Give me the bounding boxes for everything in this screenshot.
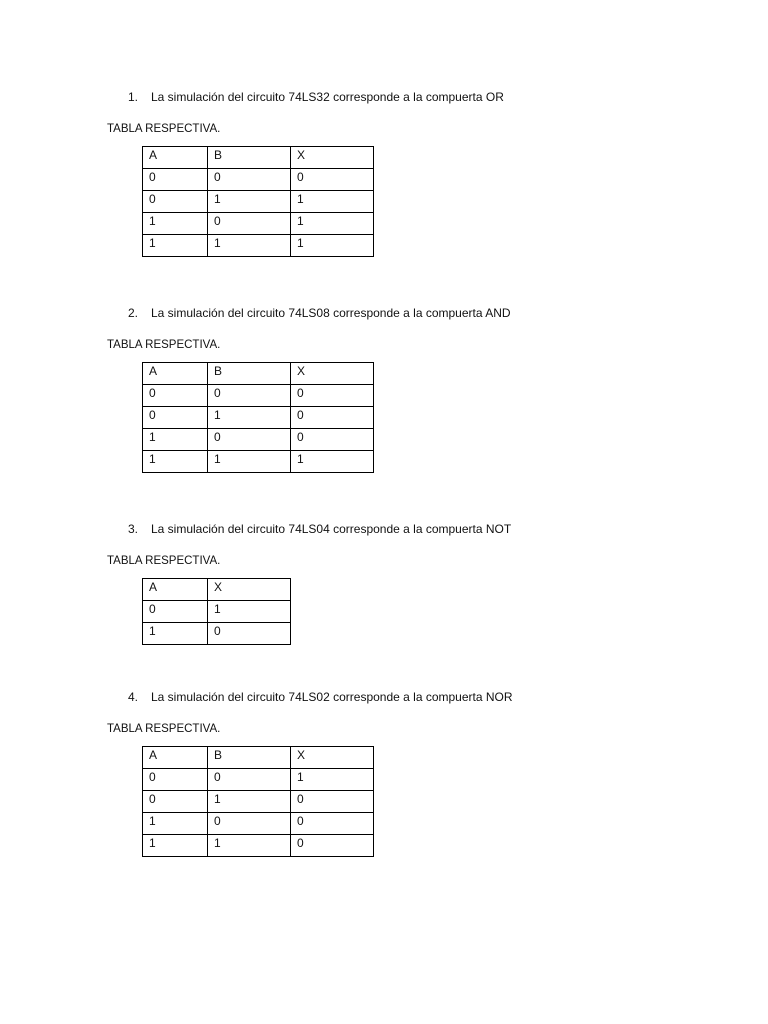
table-cell: 1 bbox=[208, 407, 291, 429]
table-cell: 1 bbox=[291, 769, 374, 791]
table-cell: 0 bbox=[143, 791, 208, 813]
table-row bbox=[143, 601, 291, 623]
table-cell: 0 bbox=[208, 623, 291, 645]
table-cell: 0 bbox=[291, 385, 374, 407]
table-header-cell: X bbox=[208, 579, 291, 601]
table-row bbox=[143, 385, 374, 407]
truth-table-or bbox=[142, 146, 374, 257]
table-header-row bbox=[143, 747, 374, 769]
table-header-cell: A bbox=[143, 363, 208, 385]
table-cell: 0 bbox=[291, 835, 374, 857]
table-cell: 1 bbox=[208, 601, 291, 623]
table-cell: 1 bbox=[291, 451, 374, 473]
table-header-cell: X bbox=[291, 747, 374, 769]
table-cell: 1 bbox=[208, 791, 291, 813]
table-header-row bbox=[143, 579, 291, 601]
table-header-cell: B bbox=[208, 147, 291, 169]
table-row bbox=[143, 451, 374, 473]
table-header-cell: X bbox=[291, 147, 374, 169]
table-cell: 0 bbox=[208, 169, 291, 191]
table-header-cell: A bbox=[143, 747, 208, 769]
table-row bbox=[143, 169, 374, 191]
section-text: La simulación del circuito 74LS08 corresponde a la compuerta AND bbox=[151, 306, 511, 320]
table-cell: 1 bbox=[143, 451, 208, 473]
section-text: La simulación del circuito 74LS32 corresponde a la compuerta OR bbox=[151, 90, 504, 104]
section-heading bbox=[128, 306, 511, 320]
table-cell: 0 bbox=[208, 213, 291, 235]
section-text: La simulación del circuito 74LS02 corresponde a la compuerta NOR bbox=[151, 690, 513, 704]
table-cell: 1 bbox=[143, 623, 208, 645]
table-cell: 0 bbox=[208, 813, 291, 835]
section-text: La simulación del circuito 74LS04 corresponde a la compuerta NOT bbox=[151, 522, 512, 536]
table-caption: TABLA RESPECTIVA. bbox=[107, 123, 221, 135]
section-number: 3. bbox=[128, 522, 139, 536]
truth-table-and bbox=[142, 362, 374, 473]
table-cell: 1 bbox=[143, 213, 208, 235]
table-header-cell: A bbox=[143, 147, 208, 169]
table-header-cell: B bbox=[208, 747, 291, 769]
table-cell: 0 bbox=[291, 169, 374, 191]
table-cell: 0 bbox=[143, 769, 208, 791]
table-cell: 0 bbox=[208, 769, 291, 791]
table-cell: 1 bbox=[143, 835, 208, 857]
table-cell: 1 bbox=[208, 191, 291, 213]
table-caption: TABLA RESPECTIVA. bbox=[107, 339, 221, 351]
table-cell: 0 bbox=[291, 791, 374, 813]
table-cell: 0 bbox=[208, 429, 291, 451]
table-row bbox=[143, 429, 374, 451]
table-header-cell: B bbox=[208, 363, 291, 385]
table-cell: 1 bbox=[143, 813, 208, 835]
truth-table-not bbox=[142, 578, 291, 645]
table-row bbox=[143, 213, 374, 235]
table-row bbox=[143, 769, 374, 791]
table-row bbox=[143, 813, 374, 835]
table-cell: 0 bbox=[143, 169, 208, 191]
table-caption: TABLA RESPECTIVA. bbox=[107, 555, 221, 567]
table-row bbox=[143, 235, 374, 257]
table-cell: 1 bbox=[291, 235, 374, 257]
table-cell: 1 bbox=[291, 213, 374, 235]
table-cell: 0 bbox=[291, 429, 374, 451]
table-header-cell: A bbox=[143, 579, 208, 601]
table-caption: TABLA RESPECTIVA. bbox=[107, 723, 221, 735]
table-cell: 1 bbox=[291, 191, 374, 213]
table-cell: 1 bbox=[208, 835, 291, 857]
table-header-row bbox=[143, 147, 374, 169]
table-cell: 0 bbox=[291, 407, 374, 429]
table-row bbox=[143, 407, 374, 429]
table-cell: 0 bbox=[143, 407, 208, 429]
table-cell: 1 bbox=[143, 429, 208, 451]
table-cell: 1 bbox=[208, 235, 291, 257]
section-heading bbox=[128, 522, 511, 536]
table-cell: 0 bbox=[143, 601, 208, 623]
truth-table-nor bbox=[142, 746, 374, 857]
section-heading bbox=[128, 690, 513, 704]
table-cell: 1 bbox=[143, 235, 208, 257]
section-heading bbox=[128, 90, 504, 104]
section-number: 2. bbox=[128, 306, 139, 320]
table-cell: 0 bbox=[291, 813, 374, 835]
table-header-row bbox=[143, 363, 374, 385]
table-cell: 0 bbox=[208, 385, 291, 407]
table-row bbox=[143, 835, 374, 857]
table-row bbox=[143, 623, 291, 645]
section-number: 4. bbox=[128, 690, 139, 704]
table-cell: 0 bbox=[143, 385, 208, 407]
section-number: 1. bbox=[128, 90, 139, 104]
table-cell: 1 bbox=[208, 451, 291, 473]
table-header-cell: X bbox=[291, 363, 374, 385]
table-row bbox=[143, 791, 374, 813]
table-cell: 0 bbox=[143, 191, 208, 213]
table-row bbox=[143, 191, 374, 213]
